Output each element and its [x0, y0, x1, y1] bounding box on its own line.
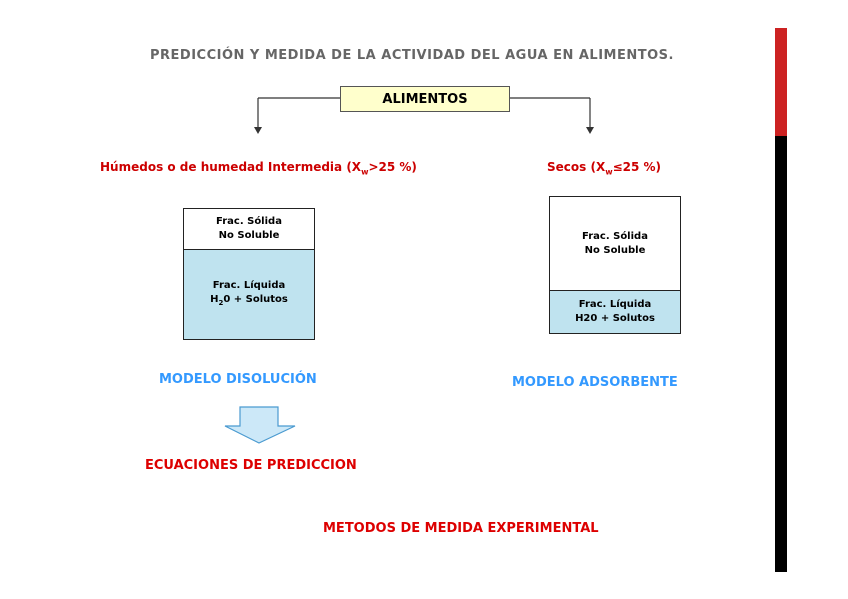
right-liquid-fraction: Frac. Líquida H20 + Solutos	[550, 290, 680, 333]
left-solid-fraction: Frac. Sólida No Soluble	[216, 216, 282, 241]
right-solid-fraction: Frac. Sólida No Soluble	[582, 230, 648, 256]
left-liquid-fraction: Frac. Líquida $H_20$ + Solutos	[184, 249, 314, 339]
right-arrow-head	[586, 127, 594, 134]
right-model-label: MODELO ADSORBENTE	[512, 375, 678, 390]
left-arrow-head	[254, 127, 262, 134]
sidebar-accent-black	[775, 136, 787, 572]
left-category-label: Húmedos o de humedad Intermedia ($X_w>25$ %)	[100, 160, 417, 177]
left-composition-box	[183, 208, 315, 340]
right-composition-box	[549, 196, 681, 334]
root-node: ALIMENTOS	[340, 86, 510, 112]
equations-label: ECUACIONES DE PREDICCION	[145, 458, 357, 473]
sidebar-accent-red	[775, 28, 787, 136]
down-arrow-icon	[222, 406, 298, 444]
left-model-label: MODELO DISOLUCIÓN	[159, 372, 317, 387]
methods-label: METODOS DE MEDIDA EXPERIMENTAL	[323, 521, 599, 536]
right-category-label: Secos ($X_w\le 25$ %)	[547, 160, 662, 177]
page-title: PREDICCIÓN Y MEDIDA DE LA ACTIVIDAD DEL AGUA EN ALIMENTOS.	[150, 48, 674, 63]
